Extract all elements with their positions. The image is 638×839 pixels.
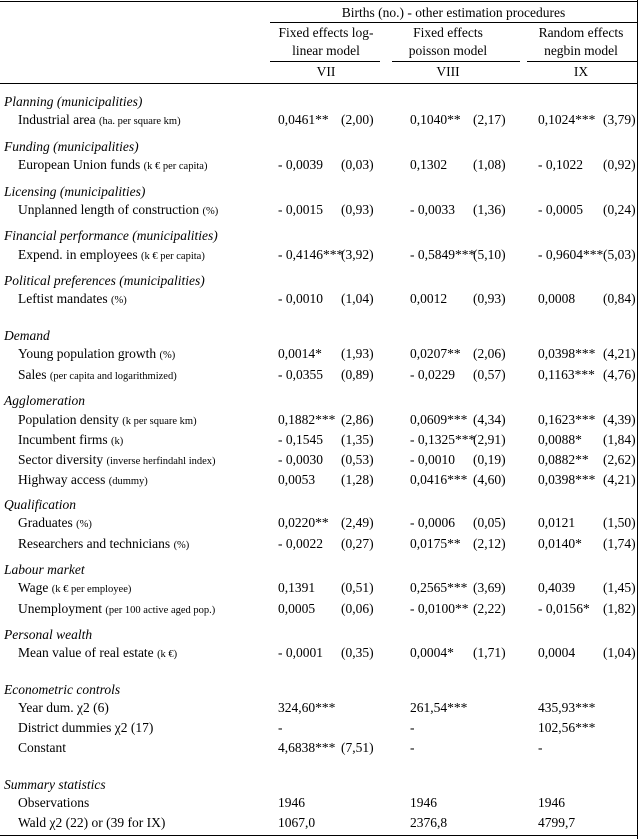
section-title: Licensing (municipalities)	[4, 184, 146, 199]
row-label	[18, 112, 181, 130]
t-stat: (1,04)	[341, 291, 374, 306]
t-stat: (1,36)	[473, 202, 506, 217]
row-label	[18, 720, 153, 736]
model-2-title-line1: Fixed effects	[413, 25, 483, 40]
row-label-text: Highway access	[18, 472, 106, 487]
coef-value: -	[410, 720, 415, 735]
coef-value: - 0,4146***	[278, 247, 344, 262]
coef-value: 0,1163***	[538, 367, 595, 382]
t-stat: (1,04)	[603, 645, 636, 660]
coef-value: 0,0004*	[410, 645, 454, 660]
row-label-text: Mean value of real estate	[18, 645, 154, 660]
row-label-text: Year dum. χ2 (6)	[18, 700, 109, 715]
t-stat: (2,00)	[341, 112, 374, 127]
t-stat: (7,51)	[341, 740, 374, 755]
t-stat: (2,86)	[341, 412, 374, 427]
header-top-rule	[270, 22, 637, 23]
bottom-rule	[0, 835, 638, 836]
t-stat: (1,82)	[603, 601, 636, 616]
coef-value: - 0,0006	[410, 515, 455, 530]
t-stat: (4,39)	[603, 412, 636, 427]
coef-value: 2376,8	[410, 815, 448, 830]
t-stat: (2,62)	[603, 452, 636, 467]
coef-value: 0,0882**	[538, 452, 589, 467]
model-3-title-line1: Random effects	[538, 25, 624, 40]
model-1-title-line1: Fixed effects log-	[278, 25, 374, 40]
coef-value: 0,1391	[278, 580, 316, 595]
coef-value: - 0,1022	[538, 157, 583, 172]
row-label-text: Leftist mandates	[18, 291, 108, 306]
row-label-text: Graduates	[18, 515, 73, 530]
section-title: Political preferences (municipalities)	[4, 273, 205, 288]
coef-value: - 0,0015	[278, 202, 323, 217]
t-stat: (4,76)	[603, 367, 636, 382]
row-label-text: Wald χ2 (22) or (39 for IX)	[18, 815, 166, 830]
row-unit: (dummy)	[108, 476, 148, 487]
coef-value: - 0,5849***	[410, 247, 476, 262]
t-stat: (1,45)	[603, 580, 636, 595]
t-stat: (3,92)	[341, 247, 374, 262]
row-label	[18, 536, 189, 554]
section-title: Agglomeration	[4, 393, 85, 408]
coef-value: - 0,0039	[278, 157, 323, 172]
t-stat: (2,91)	[473, 432, 506, 447]
t-stat: (2,06)	[473, 346, 506, 361]
t-stat: (0,53)	[341, 452, 374, 467]
coef-value: 261,54***	[410, 700, 468, 715]
t-stat: (0,93)	[341, 202, 374, 217]
row-label	[18, 601, 215, 619]
coef-value: 0,1882***	[278, 412, 336, 427]
section-title: Labour market	[4, 562, 85, 577]
row-label-text: District dummies χ2 (17)	[18, 720, 154, 735]
coef-value: 4799,7	[538, 815, 576, 830]
section-title: Financial performance (municipalities)	[4, 228, 218, 243]
row-unit: (ha. per square km)	[98, 116, 181, 127]
row-label	[18, 515, 92, 533]
row-label	[18, 412, 197, 430]
model-2-underline	[392, 61, 520, 62]
coef-value: 0,0053	[278, 472, 316, 487]
row-label	[18, 645, 177, 663]
coef-value: 0,0140*	[538, 536, 582, 551]
t-stat: (1,35)	[341, 432, 374, 447]
coef-value: - 0,1545	[278, 432, 323, 447]
row-label	[18, 367, 177, 385]
t-stat: (4,34)	[473, 412, 506, 427]
model-3-underline	[527, 61, 637, 62]
row-label-text: Sector diversity	[18, 452, 104, 467]
coef-value: - 0,0030	[278, 452, 323, 467]
row-label	[18, 346, 175, 364]
row-label	[18, 815, 165, 831]
row-label-text: Population density	[18, 412, 119, 427]
row-label	[18, 452, 216, 470]
t-stat: (4,21)	[603, 346, 636, 361]
coef-value: 0,0207**	[410, 346, 461, 361]
coef-value: 0,0461**	[278, 112, 329, 127]
coef-value: 0,1040**	[410, 112, 461, 127]
model-1-title-line2: linear model	[292, 43, 360, 58]
t-stat: (5,10)	[473, 247, 506, 262]
coef-value: 0,4039	[538, 580, 576, 595]
t-stat: (4,60)	[473, 472, 506, 487]
coef-value: 0,0609***	[410, 412, 468, 427]
t-stat: (0,05)	[473, 515, 506, 530]
coef-value: 0,0014*	[278, 346, 322, 361]
model-1-underline	[270, 61, 380, 62]
t-stat: (0,84)	[603, 291, 636, 306]
coef-value: 0,0175**	[410, 536, 461, 551]
coef-value: 0,1024***	[538, 112, 596, 127]
t-stat: (0,89)	[341, 367, 374, 382]
coef-value: - 0,0022	[278, 536, 323, 551]
row-unit: (%)	[159, 350, 176, 361]
row-unit: (k € per capita)	[140, 251, 205, 262]
t-stat: (1,08)	[473, 157, 506, 172]
coef-value: 0,1623***	[538, 412, 596, 427]
t-stat: (2,22)	[473, 601, 506, 616]
row-label	[18, 795, 89, 811]
row-label-text: Researchers and technicians	[18, 536, 171, 551]
t-stat: (0,03)	[341, 157, 374, 172]
coef-value: - 0,0355	[278, 367, 323, 382]
coef-value: 0,1302	[410, 157, 448, 172]
t-stat: (1,84)	[603, 432, 636, 447]
coef-value: 0,0398***	[538, 472, 596, 487]
coef-value: 324,60***	[278, 700, 336, 715]
row-unit: (%)	[202, 206, 219, 217]
section-title: Personal wealth	[4, 627, 93, 642]
coef-value: 0,0005	[278, 601, 316, 616]
t-stat: (4,21)	[603, 472, 636, 487]
row-label	[18, 202, 218, 220]
t-stat: (1,28)	[341, 472, 374, 487]
row-unit: (per capita and logarithmized)	[49, 371, 177, 382]
t-stat: (1,74)	[603, 536, 636, 551]
t-stat: (0,57)	[473, 367, 506, 382]
coef-value: - 0,1325***	[410, 432, 476, 447]
coef-value: - 0,0156*	[538, 601, 590, 616]
row-label	[18, 247, 205, 265]
coef-value: 435,93***	[538, 700, 596, 715]
t-stat: (0,93)	[473, 291, 506, 306]
row-unit: (%)	[110, 295, 127, 306]
coef-value: 1946	[278, 795, 305, 810]
t-stat: (0,27)	[341, 536, 374, 551]
t-stat: (1,93)	[341, 346, 374, 361]
row-unit: (per 100 active aged pop.)	[105, 605, 216, 616]
row-unit: (k)	[110, 436, 124, 447]
coef-value: - 0,0005	[538, 202, 583, 217]
t-stat: (0,92)	[603, 157, 636, 172]
coef-value: 4,6838***	[278, 740, 336, 755]
t-stat: (5,03)	[603, 247, 636, 262]
coef-value: - 0,0033	[410, 202, 455, 217]
row-label-text: Wage	[18, 580, 49, 595]
model-3-title-line2: negbin model	[544, 43, 618, 58]
coef-value: 0,0008	[538, 291, 576, 306]
section-title: Summary statistics	[4, 777, 106, 792]
t-stat: (0,51)	[341, 580, 374, 595]
row-label-text: Unemployment	[18, 601, 102, 616]
coef-value: -	[410, 740, 415, 755]
coef-value: - 0,0229	[410, 367, 455, 382]
coef-value: 0,0088*	[538, 432, 582, 447]
coef-value: 1946	[410, 795, 437, 810]
coef-value: 0,0004	[538, 645, 576, 660]
t-stat: (1,50)	[603, 515, 636, 530]
top-rule	[0, 1, 638, 2]
row-unit: (inverse herfindahl index)	[106, 456, 216, 467]
coef-value: - 0,0010	[410, 452, 455, 467]
row-label	[18, 472, 148, 490]
model-2-title-line2: poisson model	[408, 43, 488, 58]
section-title: Demand	[4, 328, 50, 343]
row-unit: (%)	[173, 540, 190, 551]
row-label-text: European Union funds	[18, 157, 141, 172]
coef-value: -	[278, 720, 283, 735]
row-label-text: Incumbent firms	[18, 432, 108, 447]
model-3-roman: IX	[573, 64, 589, 79]
coef-value: 0,2565***	[410, 580, 468, 595]
coef-value: 102,56***	[538, 720, 596, 735]
row-label	[18, 740, 66, 756]
row-label	[18, 291, 127, 309]
row-unit: (k € per capita)	[143, 161, 208, 172]
coef-value: 0,0220**	[278, 515, 329, 530]
header-top: Births (no.) - other estimation procedures	[341, 5, 566, 20]
coef-value: 0,0121	[538, 515, 576, 530]
row-unit: (%)	[76, 519, 92, 530]
section-title: Planning (municipalities)	[4, 94, 143, 109]
coef-value: - 0,9604***	[538, 247, 604, 262]
row-label-text: Constant	[18, 740, 67, 755]
model-2-roman: VIII	[436, 64, 460, 79]
coef-value: 1067,0	[278, 815, 316, 830]
coef-value: - 0,0001	[278, 645, 323, 660]
t-stat: (0,19)	[473, 452, 506, 467]
row-unit: (k € per employee)	[51, 584, 132, 595]
coef-value: - 0,0010	[278, 291, 323, 306]
t-stat: (0,35)	[341, 645, 374, 660]
section-title: Funding (municipalities)	[4, 139, 139, 154]
row-label-text: Sales	[18, 367, 47, 382]
row-label-text: Industrial area	[18, 112, 96, 127]
model-1-roman: VII	[316, 64, 336, 79]
coef-value: 0,0012	[410, 291, 448, 306]
row-label	[18, 157, 207, 175]
coef-value: 0,0416***	[410, 472, 468, 487]
t-stat: (0,06)	[341, 601, 374, 616]
t-stat: (2,12)	[473, 536, 506, 551]
header-bottom-rule	[0, 83, 638, 84]
row-label	[18, 700, 109, 716]
coef-value: -	[538, 740, 543, 755]
coef-value: 1946	[538, 795, 565, 810]
row-label-text: Young population growth	[18, 346, 157, 361]
section-title: Qualification	[4, 497, 76, 512]
t-stat: (2,17)	[473, 112, 506, 127]
coef-value: - 0,0100**	[410, 601, 469, 616]
row-label	[18, 580, 131, 598]
row-unit: (k per square km)	[122, 416, 197, 427]
t-stat: (2,49)	[341, 515, 374, 530]
row-unit: (k €)	[157, 649, 178, 660]
row-label-text: Expend. in employees	[18, 247, 138, 262]
t-stat: (0,24)	[603, 202, 636, 217]
row-label-text: Observations	[18, 795, 90, 810]
t-stat: (3,79)	[603, 112, 636, 127]
section-title: Econometric controls	[4, 682, 121, 697]
row-label-text: Unplanned length of construction	[18, 202, 200, 217]
t-stat: (3,69)	[473, 580, 506, 595]
coef-value: 0,0398***	[538, 346, 596, 361]
t-stat: (1,71)	[473, 645, 506, 660]
row-label	[18, 432, 123, 450]
